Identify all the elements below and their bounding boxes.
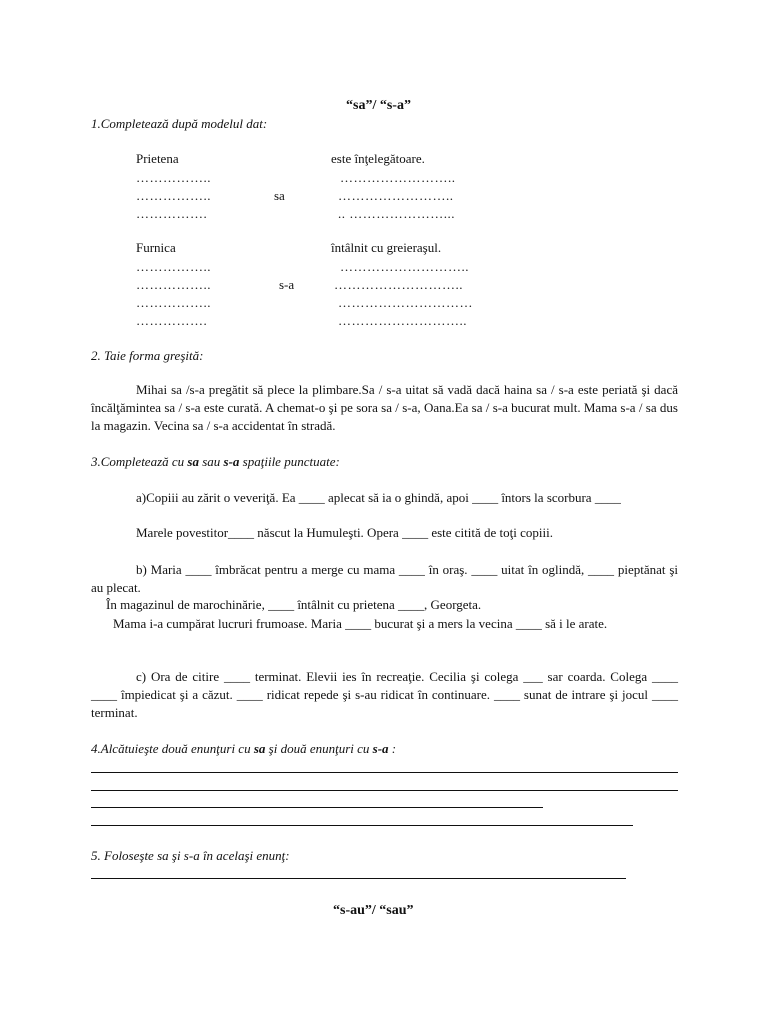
dotted-blank[interactable]: …………….. [136,188,211,203]
exercise-3a-text[interactable]: a)Copiii au zărit o veveriţă. Ea ____ aplecat să ia o ghindă, apoi ____ întors la scorbura ____ [136,490,621,505]
heading-text: 4.Alcătuieşte două enunţuri cu [91,741,254,756]
dotted-blank[interactable]: …………………….. [340,170,456,185]
model-right-words: întâlnit cu greieraşul. [331,240,442,255]
heading-bold-sa: sa [187,454,199,469]
heading-text: : [388,741,397,756]
answer-line[interactable] [91,790,678,791]
heading-text: şi două enunţuri cu [265,741,373,756]
exercise-3b-text[interactable]: b) Maria ____ îmbrăcat pentru a merge cu mama ____ în oraş. ____ uitat în oglindă, ____ pieptănat şi au plecat. [91,562,678,595]
dotted-blank[interactable]: ……………. [136,313,208,328]
exercise-5-heading: 5. Foloseşte sa şi s-a în acelaşi enunţ: [91,848,290,863]
exercise-4-heading [91,741,396,757]
answer-line[interactable] [91,807,543,808]
section-title: “s-au”/ “sau” [333,903,414,918]
dotted-blank[interactable]: …………….. [136,295,211,310]
answer-line[interactable] [91,772,678,773]
dotted-blank[interactable]: .. …………………... [338,206,455,221]
center-word-s-a: s-a [279,277,295,292]
exercise-3b-text-3[interactable]: Mama i-a cumpărat lucruri frumoase. Maria ____ bucurat şi a mers la vecina ____ să i le arate. [113,616,608,631]
dotted-blank[interactable]: …………….. [136,277,211,292]
dotted-blank[interactable]: …………………….. [338,188,454,203]
heading-text: sau [198,454,224,469]
exercise-3b-text-2[interactable]: În magazinul de marochinărie, ____ întâlnit cu prietena ____, Georgeta. [106,597,482,612]
heading-text: 3.Completează cu [91,454,188,469]
answer-line[interactable] [91,825,633,826]
center-word-sa: sa [274,188,285,203]
model-left-word: Furnica [136,240,176,255]
answer-line[interactable] [91,878,626,879]
model-left-word: Prietena [136,151,179,166]
page-title: “sa”/ “s-a” [346,98,411,113]
exercise-2-text[interactable]: Mihai sa /s-a pregătit să plece la plimbare.Sa / s-a uitat să vadă dacă haina sa / s-a este periată şi dacă încălţămintea sa / s-a este curată. A chemat-o şi pe sora sa / s-a, Oana.Ea sa / s-a bucurat mult. Mama s-a / sa dus la magazin. Vecina sa / s-a accidentat în stradă. [91,382,678,433]
exercise-3-heading [91,454,340,470]
dotted-blank[interactable]: ……………. [136,206,208,221]
dotted-blank[interactable]: ……………………….. [340,259,469,274]
heading-bold-s-a: s-a [223,454,240,469]
dotted-blank[interactable]: ………………………… [338,295,473,310]
exercise-2-heading: 2. Taie forma greşită: [91,348,204,363]
dotted-blank[interactable]: …………….. [136,259,211,274]
heading-bold-sa: sa [253,741,266,756]
exercise-3c-text[interactable]: c) Ora de citire ____ terminat. Elevii ies în recreaţie. Cecilia şi colega ___ sar coarda. Colega ____ ____ împiedicat şi a căzut. ____ ridicat repede şi s-au ridicat în continuare. ____ sunat de intrare şi jocul ____ terminat. [91,669,678,720]
dotted-blank[interactable]: …………….. [136,170,211,185]
exercise-1-heading: 1.Completează după modelul dat: [91,116,268,131]
dotted-blank[interactable]: ……………………….. [338,313,467,328]
model-right-words: este înţelegătoare. [331,151,425,166]
exercise-3a-text-2[interactable]: Marele povestitor____ născut la Humuleşti. Opera ____ este citită de toţi copiii. [136,525,553,540]
heading-text: spaţiile punctuate: [239,454,340,469]
dotted-blank[interactable]: ……………………….. [334,277,463,292]
heading-bold-s-a: s-a [372,741,389,756]
